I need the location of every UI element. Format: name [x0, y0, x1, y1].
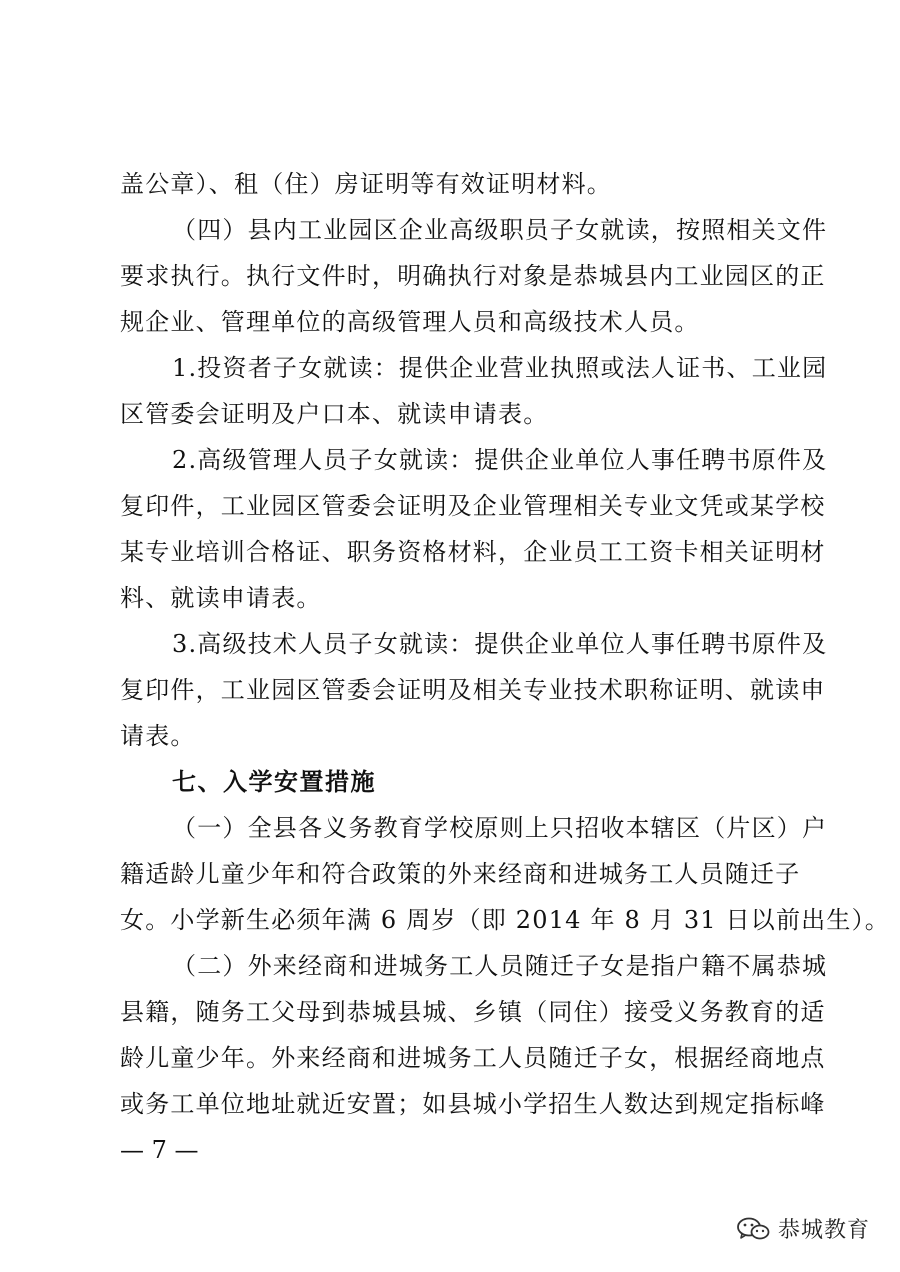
paragraph-line: 区管委会证明及户口本、就读申请表。: [120, 400, 549, 428]
paragraph-line: 复印件，工业园区管委会证明及企业管理相关专业文凭或某学校: [120, 492, 826, 520]
paragraph-line: 请表。: [120, 722, 196, 750]
paragraph-line: 县籍，随务工父母到恭城县城、乡镇（同住）接受义务教育的适: [120, 998, 826, 1026]
paragraph-line: 规企业、管理单位的高级管理人员和高级技术人员。: [120, 308, 700, 336]
paragraph-line: 籍适龄儿童少年和符合政策的外来经商和进城务工人员随迁子: [120, 860, 801, 888]
section-heading: 七、入学安置措施: [172, 768, 376, 796]
paragraph-line: （二）外来经商和进城务工人员随迁子女是指户籍不属恭城: [172, 952, 828, 980]
wechat-watermark: [736, 1213, 870, 1244]
paragraph-line: 某专业培训合格证、职务资格材料，企业员工工资卡相关证明材: [120, 538, 826, 566]
paragraph-line: 龄儿童少年。外来经商和进城务工人员随迁子女，根据经商地点: [120, 1044, 826, 1072]
paragraph-line: 料、就读申请表。: [120, 584, 322, 612]
paragraph-line: 复印件，工业园区管委会证明及相关专业技术职称证明、就读申: [120, 676, 826, 704]
watermark-label: 恭城教育: [777, 1218, 870, 1243]
paragraph-line: （一）全县各义务教育学校原则上只招收本辖区（片区）户: [172, 814, 828, 842]
paragraph-line: 或务工单位地址就近安置；如县城小学招生人数达到规定指标峰: [120, 1090, 826, 1118]
paragraph-line: 盖公章）、租（住）房证明等有效证明材料。: [120, 170, 612, 198]
paragraph-line: 2.高级管理人员子女就读：提供企业单位人事任聘书原件及: [172, 446, 828, 474]
paragraph-line: （四）县内工业园区企业高级职员子女就读，按照相关文件: [172, 216, 828, 244]
paragraph-line: 3.高级技术人员子女就读：提供企业单位人事任聘书原件及: [172, 630, 828, 658]
paragraph-line: 1.投资者子女就读：提供企业营业执照或法人证书、工业园: [172, 354, 828, 382]
paragraph-line: 女。小学新生必须年满 6 周岁（即 2014 年 8 月 31 日以前出生）。: [120, 906, 890, 934]
paragraph-line: 要求执行。执行文件时，明确执行对象是恭城县内工业园区的正: [120, 262, 826, 290]
wechat-icon: [736, 1216, 770, 1242]
page-number: — 7 —: [120, 1136, 199, 1164]
